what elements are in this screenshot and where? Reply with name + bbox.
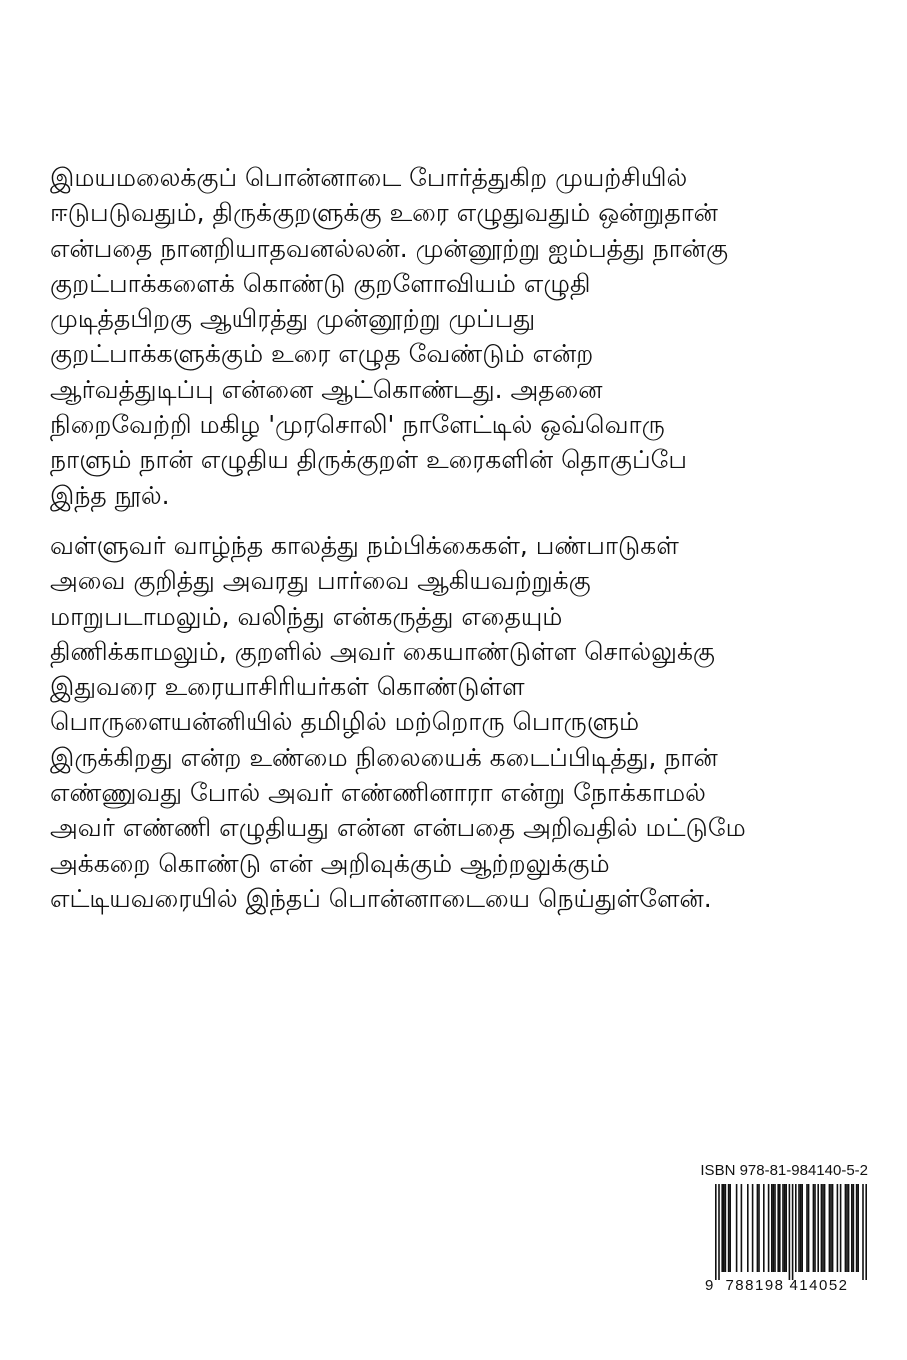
barcode-bar (728, 1184, 730, 1272)
barcode-bar (736, 1184, 738, 1272)
barcode-guard-bar (718, 1184, 720, 1280)
barcode-bar (848, 1184, 850, 1272)
barcode-bar (771, 1184, 773, 1272)
barcode-bar (782, 1184, 784, 1272)
barcode-bar (824, 1184, 826, 1272)
paragraph-1-line: ஆர்வத்துடிப்பு என்னை ஆட்கொண்டது. அதனை (50, 374, 603, 404)
barcode-bar (757, 1184, 759, 1272)
barcode-icon (703, 1184, 868, 1294)
barcode-bar (832, 1184, 834, 1272)
paragraph-1 (50, 160, 870, 513)
paragraph-1-line: நிறைவேற்றி மகிழ 'முரசொலி' நாளேட்டில் ஒவ்வொரு (50, 410, 665, 440)
barcode-bar (806, 1184, 808, 1272)
barcode-bar (768, 1184, 770, 1272)
barcode-bar (758, 1184, 760, 1272)
barcode-guard-bar (862, 1184, 864, 1280)
barcode-bar (830, 1184, 832, 1272)
barcode-lead-digit: 9 (705, 1277, 714, 1294)
paragraph-1-line: குறட்பாக்களுக்கும் உரை எழுத வேண்டும் என்ற (50, 339, 594, 369)
barcode-bar (747, 1184, 749, 1272)
barcode-left-digits: 788198 (725, 1277, 785, 1294)
paragraph-2-line: பொருளையன்னியில் தமிழில் மற்றொரு பொருளும் (50, 707, 640, 737)
barcode-bar (773, 1184, 775, 1272)
paragraph-2-line: எட்டியவரையில் இந்தப் பொன்னாடையை நெய்துள்ளேன். (50, 883, 712, 913)
paragraph-2-line: இதுவரை உரையாசிரியர்கள் கொண்டுள்ள (50, 672, 525, 702)
barcode-bar (785, 1184, 787, 1272)
barcode-bar (721, 1184, 723, 1272)
barcode-bar (752, 1184, 754, 1272)
barcode-bar (853, 1184, 855, 1272)
barcode-bar (814, 1184, 816, 1272)
barcode-bar (829, 1184, 831, 1272)
barcode-bar (723, 1184, 725, 1272)
barcode-bar (784, 1184, 786, 1272)
paragraph-1-line: என்பதை நானறியாதவனல்லன். முன்னூற்று ஐம்பத்து நான்கு (50, 233, 729, 263)
paragraph-2-line: அக்கறை கொண்டு என் அறிவுக்கும் ஆற்றலுக்கும் (50, 848, 610, 878)
barcode-bar (725, 1184, 727, 1272)
barcode-bar (741, 1184, 743, 1272)
barcode-bar (729, 1184, 731, 1272)
paragraph-2-line: திணிக்காமலும், குறளில் அவர் கையாண்டுள்ள சொல்லுக்கு (50, 636, 716, 666)
barcode-bar (817, 1184, 819, 1272)
barcode-bar (800, 1184, 802, 1272)
paragraph-1-line: இமயமலைக்குப் பொன்னாடை போர்த்துகிற முயற்சியில் (50, 163, 688, 192)
paragraph-1-line: இந்த நூல். (50, 480, 170, 510)
isbn-barcode (700, 1162, 868, 1294)
paragraph-1-line: நாளும் நான் எழுதிய திருக்குறள் உரைகளின் தொகுப்பே (50, 445, 687, 475)
paragraph-2-line: வள்ளுவர் வாழ்ந்த காலத்து நம்பிக்கைகள், பண்பாடுகள் (50, 531, 679, 560)
paragraph-1-line: முடித்தபிறகு ஆயிரத்து முன்னூற்று முப்பது (50, 304, 536, 334)
barcode-bar (763, 1184, 765, 1272)
barcode-bar (837, 1184, 839, 1272)
paragraph-2-line: அவை குறித்து அவரது பார்வை ஆகியவற்றுக்கு (50, 566, 591, 596)
barcode-guard-bar (865, 1184, 867, 1280)
paragraph-1-line: ஈடுபடுவதும், திருக்குறளுக்கு உரை எழுதுவதும் ஒன்றுதான் (50, 198, 718, 228)
barcode-bar (808, 1184, 810, 1272)
barcode-bar (774, 1184, 776, 1272)
paragraph-2-line: மாறுபடாமலும், வலிந்து என்கருத்து எதையும் (50, 601, 563, 631)
barcode-bar (856, 1184, 858, 1272)
isbn-label: ISBN 978-81-984140-5-2 (700, 1162, 868, 1179)
barcode-bar (846, 1184, 848, 1272)
paragraph-1-line: குறட்பாக்களைக் கொண்டு குறளோவியம் எழுதி (50, 268, 591, 298)
barcode-bar (795, 1184, 797, 1272)
paragraph-2-line: அவர் எண்ணி எழுதியது என்ன என்பதை அறிவதில் மட்டுமே (50, 813, 746, 843)
barcode-guard-bar (715, 1184, 717, 1280)
barcode-bar (857, 1184, 859, 1272)
paragraph-2 (50, 528, 870, 916)
paragraph-2-line: இருக்கிறது என்ற உண்மை நிலையைக் கடைப்பிடித்து, நான் (50, 742, 718, 772)
barcode-bar (822, 1184, 824, 1272)
barcode-bar (840, 1184, 842, 1272)
barcode-bar (813, 1184, 815, 1272)
barcode-bar (845, 1184, 847, 1272)
barcode-bar (798, 1184, 800, 1272)
barcode-right-digits: 414052 (789, 1277, 849, 1294)
barcode-bar (801, 1184, 803, 1272)
barcode-bar (851, 1184, 853, 1272)
barcode-guard-bar (789, 1184, 791, 1280)
barcode-bar (777, 1184, 779, 1272)
paragraph-2-line: எண்ணுவது போல் அவர் எண்ணினாரா என்று நோக்காமல் (50, 778, 706, 808)
barcode-guard-bar (792, 1184, 794, 1280)
barcode-bar (779, 1184, 781, 1272)
barcode-bar (821, 1184, 823, 1272)
